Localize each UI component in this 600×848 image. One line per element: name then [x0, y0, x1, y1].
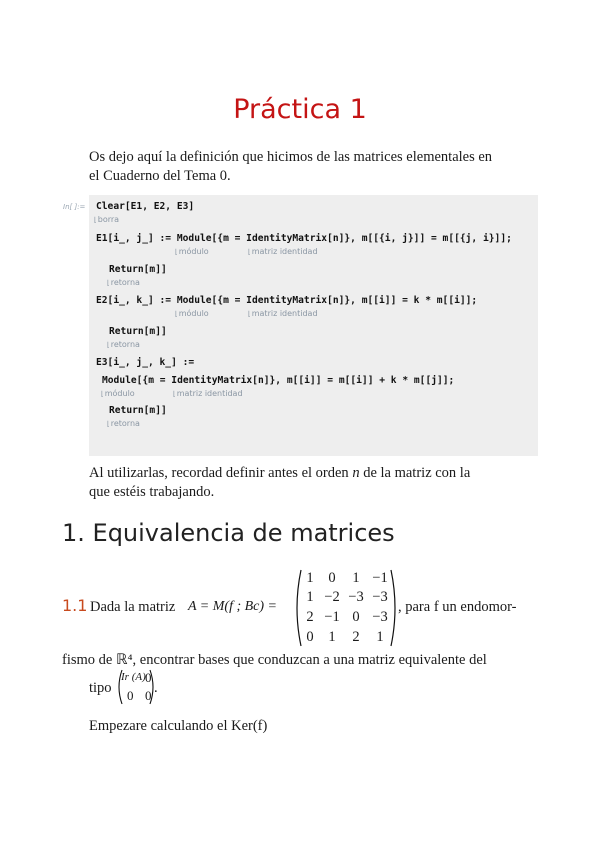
intro-paragraph: [89, 148, 549, 186]
matrix-cell: 1: [306, 589, 314, 605]
hint-borra: ⌊ borra: [94, 215, 119, 224]
matrix-cell: 2: [352, 629, 360, 645]
code-line-e2-return[interactable]: Return[m]]: [109, 326, 167, 337]
hint-modulo-e2: ⌊ módulo: [175, 309, 209, 318]
matrix-cell: −3: [372, 609, 388, 625]
matrix-equation-lhs: A = M(f ; Bc) =: [188, 599, 277, 614]
after-code-line-1: Al utilizarlas, recordad definir antes el orden n de la matriz con la: [89, 465, 471, 481]
code-line-e3-body[interactable]: Module[{m = IdentityMatrix[n]}, m[[i]] = m[[i]] + k * m[[j]];: [102, 375, 455, 386]
matrix-A: [292, 568, 400, 648]
hint-retorna-e3: ⌊ retorna: [107, 419, 140, 428]
matrix-cell: −1: [324, 609, 340, 625]
exercise-line-3-suffix: .: [154, 680, 158, 696]
exercise-number: 1.1: [62, 596, 88, 615]
matrix-cell: −3: [372, 589, 388, 605]
block-matrix: [116, 668, 156, 706]
matrix-cell: 2: [306, 609, 314, 625]
matrix-cell: 1: [306, 570, 314, 586]
code-line-clear[interactable]: Clear[E1, E2, E3]: [96, 201, 195, 212]
exercise-line-3-prefix: tipo: [89, 680, 112, 696]
code-cell[interactable]: [89, 195, 538, 456]
hint-modulo-e3: ⌊ módulo: [101, 389, 135, 398]
section-heading: 1. Equivalencia de matrices: [62, 519, 395, 547]
exercise-text-after: , para f un endomor-: [398, 599, 517, 615]
code-line-e1[interactable]: E1[i_, j_] := Module[{m = IdentityMatrix[n]}, m[[{i, j}]] = m[[{j, i}]];: [96, 233, 512, 244]
hint-identidad-e1: ⌊ matriz identidad: [248, 247, 318, 256]
code-line-e2[interactable]: E2[i_, k_] := Module[{m = IdentityMatrix[n]}, m[[i]] = k * m[[i]];: [96, 295, 478, 306]
matrix-cell: 1: [352, 570, 360, 586]
matrix-cell: −2: [324, 589, 340, 605]
hint-identidad-e2: ⌊ matriz identidad: [248, 309, 318, 318]
block-matrix-cell: 0: [145, 670, 152, 685]
intro-line-2: el Cuaderno del Tema 0.: [89, 168, 231, 184]
intro-line-1: Os dejo aquí la definición que hicimos de las matrices elementales en: [89, 149, 493, 165]
page-title: Práctica 1: [233, 94, 367, 125]
hint-retorna-e1: ⌊ retorna: [107, 278, 140, 287]
code-line-e3-return[interactable]: Return[m]]: [109, 405, 167, 416]
hint-identidad-e3: ⌊ matriz identidad: [173, 389, 243, 398]
matrix-cell: −3: [348, 589, 364, 605]
exercise-text-before: Dada la matriz: [90, 599, 176, 615]
matrix-cell: 1: [376, 629, 384, 645]
matrix-cell: 1: [328, 629, 336, 645]
code-line-e3-head[interactable]: E3[i_, j_, k_] :=: [96, 357, 195, 368]
matrix-cell: 0: [352, 609, 360, 625]
after-code-paragraph: [89, 464, 549, 502]
input-cell-label: In[ ]:=: [63, 203, 86, 211]
block-matrix-cell: 0: [127, 688, 134, 703]
hint-retorna-e2: ⌊ retorna: [107, 340, 140, 349]
hint-modulo-e1: ⌊ módulo: [175, 247, 209, 256]
block-matrix-cell: 0: [145, 688, 152, 703]
closing-paragraph: Empezare calculando el Ker(f): [89, 718, 268, 734]
exercise-line-2: fismo de ℝ⁴, encontrar bases que conduzcan a una matriz equivalente del: [62, 652, 487, 668]
after-code-line-2: que estéis trabajando.: [89, 484, 215, 500]
matrix-cell: −1: [372, 570, 388, 586]
matrix-cell: 0: [306, 629, 314, 645]
code-line-e1-return[interactable]: Return[m]]: [109, 264, 167, 275]
matrix-cell: 0: [328, 570, 336, 586]
block-matrix-cell: Ir (A): [121, 671, 146, 683]
